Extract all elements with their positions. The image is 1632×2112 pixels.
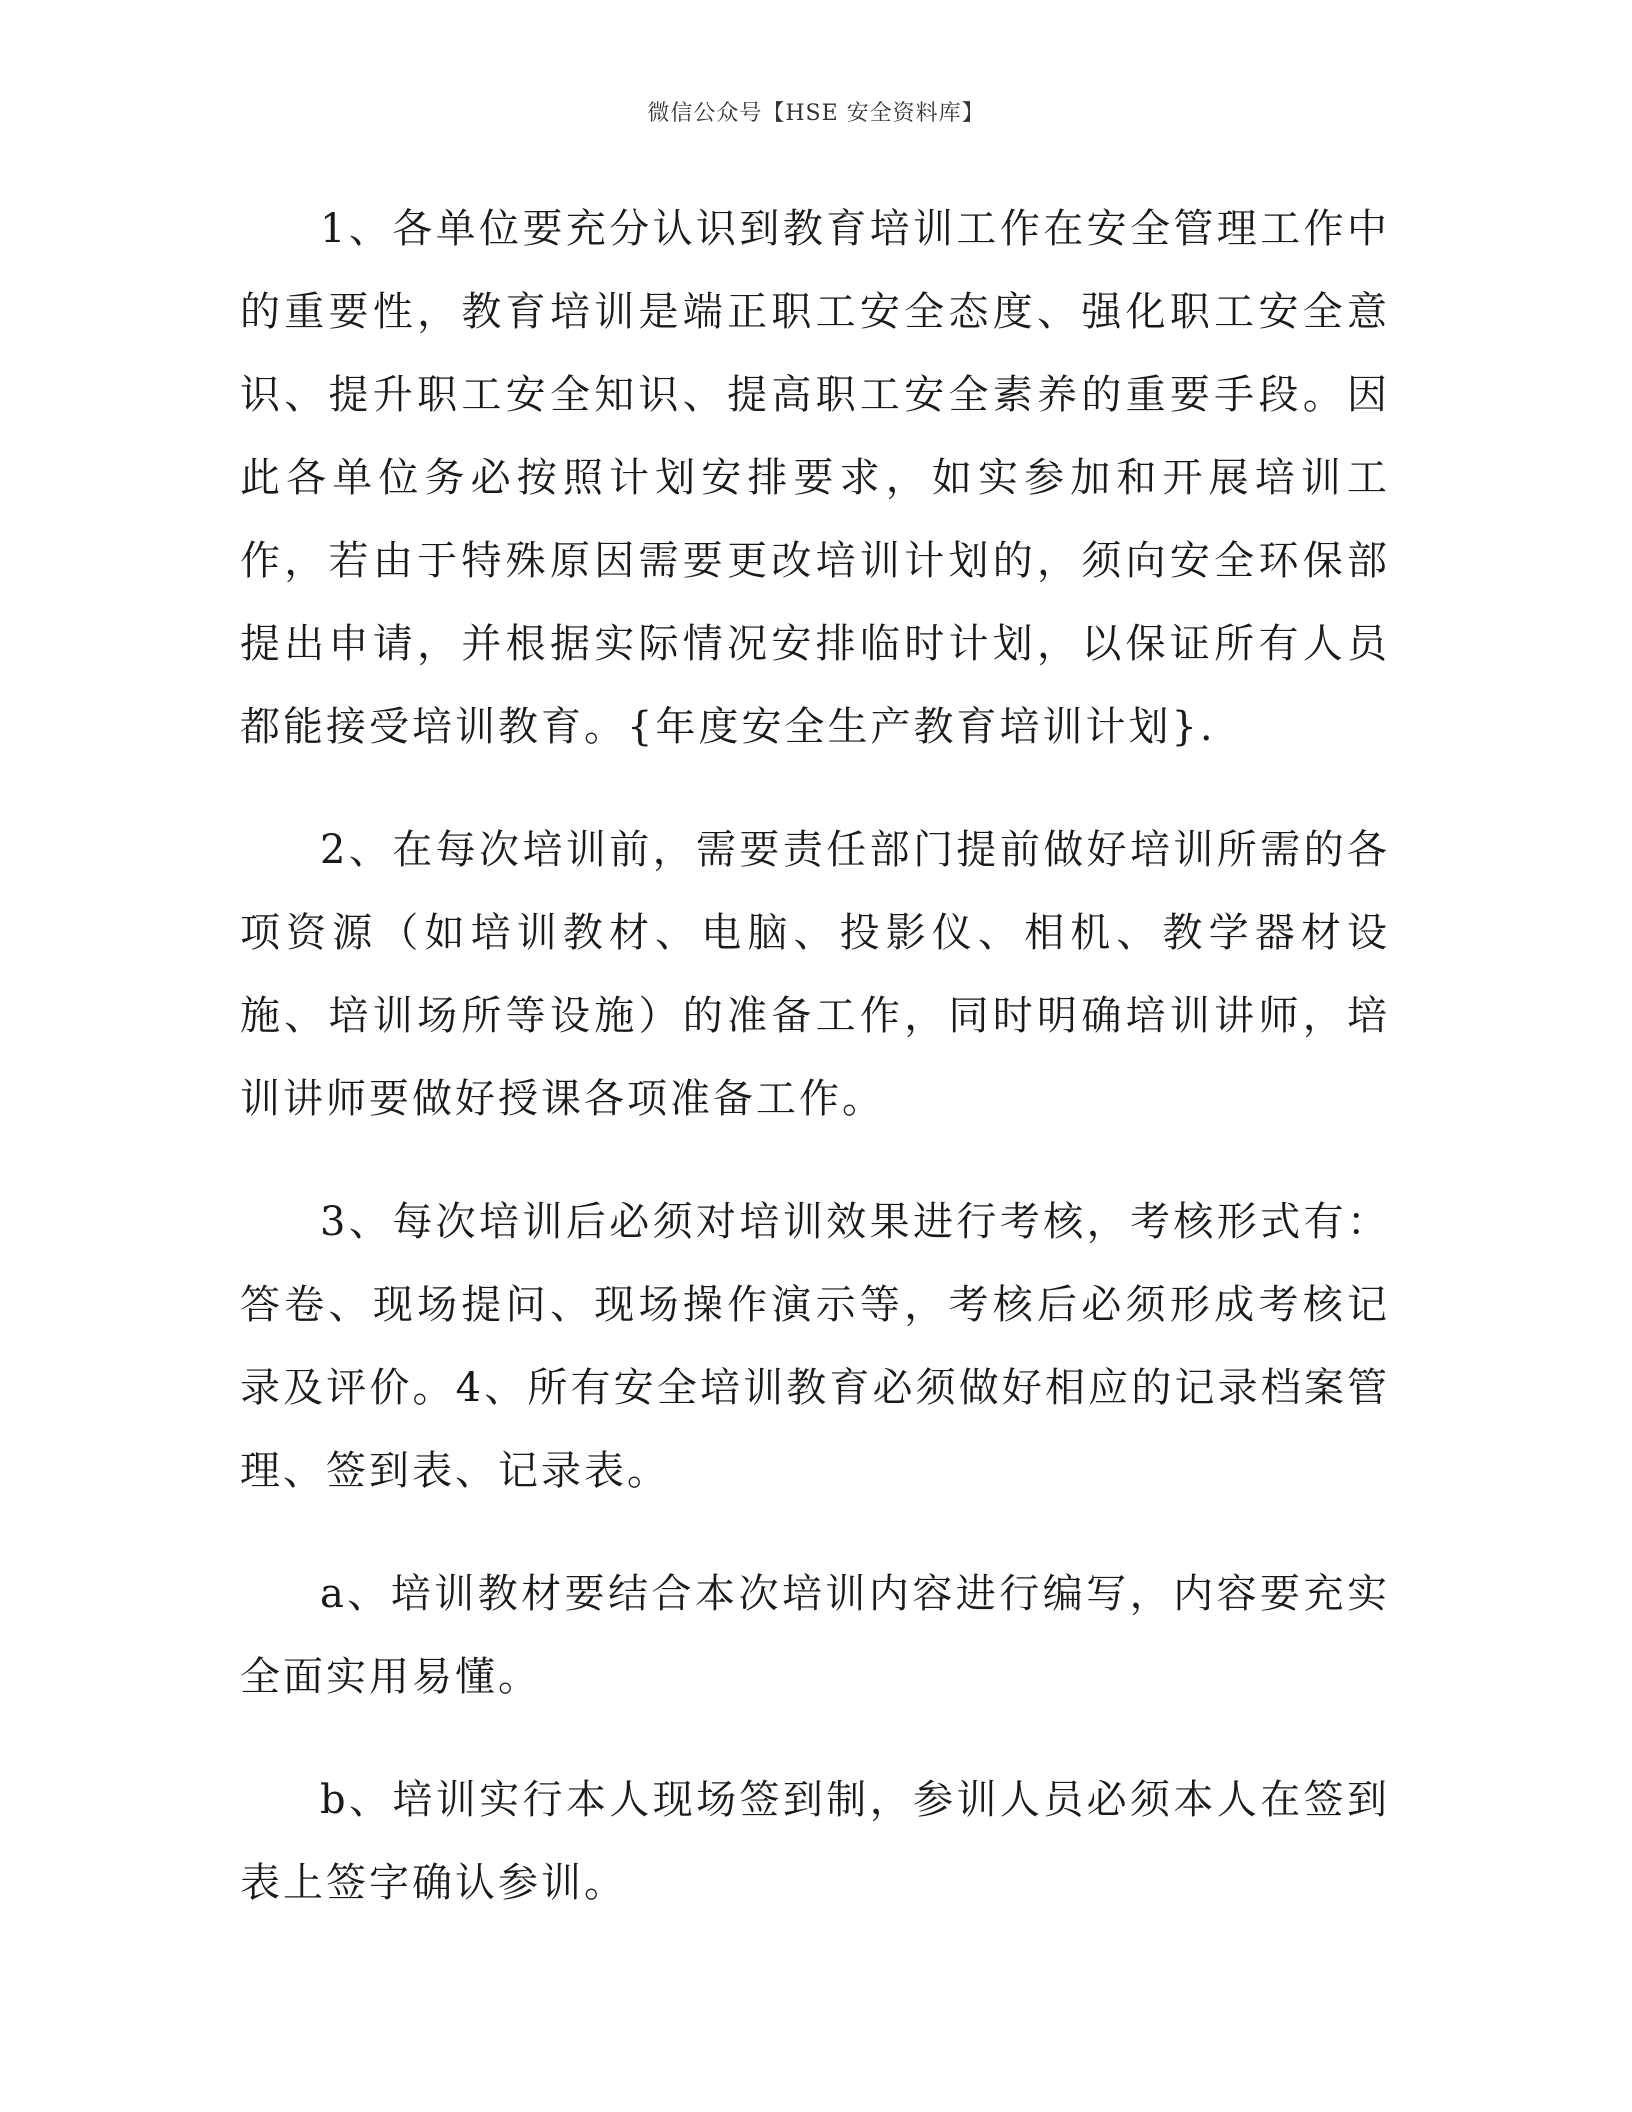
paragraph-a: a、培训教材要结合本次培训内容进行编写，内容要充实全面实用易懂。 xyxy=(240,1571,1390,1700)
document-body xyxy=(240,188,1390,1965)
paragraph-b: b、培训实行本人现场签到制，参训人员必须本人在签到表上签字确认参训。 xyxy=(240,1777,1390,1906)
paragraph-2: 2、在每次培训前，需要责任部门提前做好培训所需的各项资源（如培训教材、电脑、投影仪、相机、教学器材设施、培训场所等设施）的准备工作，同时明确培训讲师，培训讲师要做好授课各项准备工作。 xyxy=(240,827,1390,1122)
paragraph-1: 1、各单位要充分认识到教育培训工作在安全管理工作中的重要性，教育培训是端正职工安全态度、强化职工安全意识、提升职工安全知识、提高职工安全素养的重要手段。因此各单位务必按照计划安排要求，如实参加和开展培训工作，若由于特殊原因需要更改培训计划的，须向安全环保部提出申请，并根据实际情况安排临时计划，以保证所有人员都能接受培训教育。{年度安全生产教育培训计划}. xyxy=(240,206,1390,750)
paragraph-3: 3、每次培训后必须对培训效果进行考核，考核形式有：答卷、现场提问、现场操作演示等，考核后必须形成考核记录及评价。4、所有安全培训教育必须做好相应的记录档案管理、签到表、记录表。 xyxy=(240,1199,1390,1494)
page-header: 微信公众号【HSE 安全资料库】 xyxy=(647,101,985,126)
